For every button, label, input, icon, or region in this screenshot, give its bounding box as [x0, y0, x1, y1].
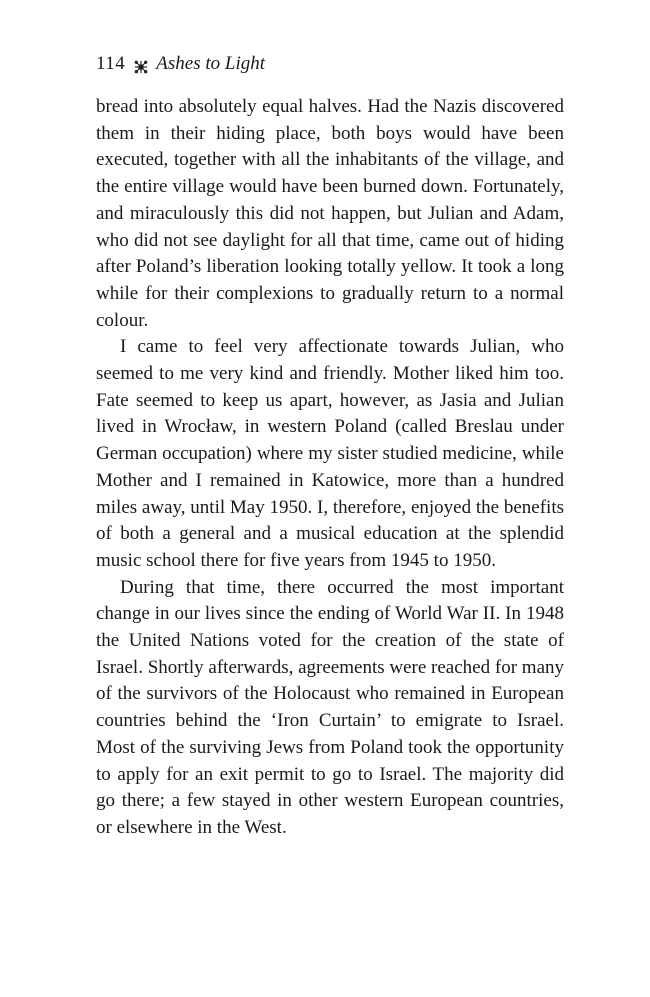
page-number: 114	[96, 53, 126, 74]
book-title: Ashes to Light	[156, 53, 266, 74]
flower-ornament-icon	[134, 57, 148, 71]
paragraph-3: During that time, there occurred the most important change in our lives since the ending of World War II. In 1948 the United Nations voted for the creation of the state of Israel. Shortly afterwards, agreements were reached for many of the survivors of the Holocaust who remained in European countries behind the ‘Iron Curtain’ to emigrate to Israel. Most of the surviving Jews from Poland took the opportunity to apply for an exit permit to go to Israel. The majority did go there; a few stayed in other western European countries, or elsewhere in the West.	[96, 576, 564, 838]
paragraph-2: I came to feel very affectionate towards Julian, who seemed to me very kind and friendly. Mother liked him too. Fate seemed to keep us apart, however, as Jasia and Julian lived in Wrocław, in western Poland (called Breslau under German occupation) where my sister studied medicine, while Mother and I remained in Katowice, more than a hundred miles away, until May 1950. I, therefore, enjoyed the benefits of both a general and a musical education at the splendid music school there for five years from 1945 to 1950.	[96, 336, 564, 571]
paragraph-1: bread into absolutely equal halves. Had the Nazis discovered them in their hiding place, both boys would have been executed, together with all the inhabitants of the village, and the entire village would have been burned down. Fortunately, and miraculously this did not happen, but Julian and Adam, who did not see daylight for all that time, came out of hiding after Poland’s liberation looking totally yellow. It took a long while for their complexions to gradually return to a normal colour.	[96, 96, 564, 331]
running-head	[96, 52, 265, 76]
body-text	[96, 94, 564, 842]
